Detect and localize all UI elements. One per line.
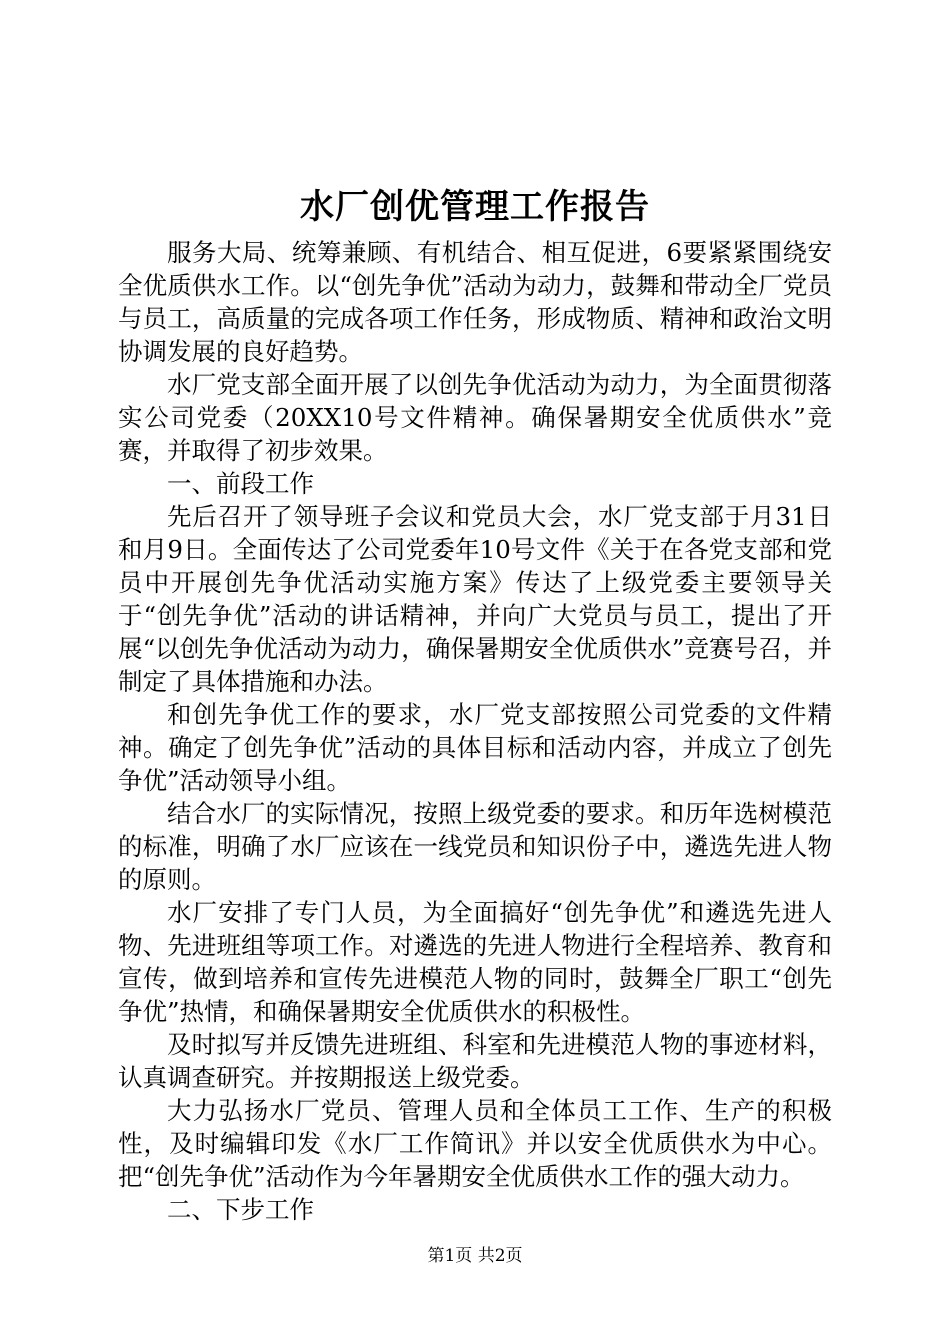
paragraph-1: 服务大局、统筹兼顾、有机结合、相互促进，6要紧紧围绕安全优质供水工作。以“创先争优”活动为动力，鼓舞和带动全厂党员与员工，高质量的完成各项工作任务，形成物质、精神和政治文明协调发展的良好趋势。 [118, 238, 832, 366]
document-body [118, 236, 832, 1226]
page-footer: 第1页 共2页 [427, 1246, 523, 1266]
section-heading-previous-work: 一、前段工作 [167, 469, 314, 498]
document-title: 水厂创优管理工作报告 [300, 187, 650, 227]
paragraph-4: 和创先争优工作的要求，水厂党支部按照公司党委的文件精神。确定了创先争优”活动的具体目标和活动内容，并成立了创先争优”活动领导小组。 [118, 700, 832, 795]
paragraph-6: 水厂安排了专门人员，为全面搞好“创先争优”和遴选先进人物、先进班组等项工作。对遴选的先进人物进行全程培养、教育和宣传，做到培养和宣传先进模范人物的同时，鼓舞全厂职工“创先争优”热情，和确保暑期安全优质供水的积极性。 [118, 898, 832, 1026]
section-heading-next-work: 二、下步工作 [167, 1195, 314, 1224]
paragraph-7: 及时拟写并反馈先进班组、科室和先进模范人物的事迹材料，认真调查研究。并按期报送上级党委。 [118, 1030, 832, 1092]
paragraph-5: 结合水厂的实际情况，按照上级党委的要求。和历年选树模范的标准，明确了水厂应该在一线党员和知识份子中，遴选先进人物的原则。 [118, 799, 832, 894]
paragraph-8: 大力弘扬水厂党员、管理人员和全体员工工作、生产的积极性，及时编辑印发《水厂工作简讯》并以安全优质供水为中心。把“创先争优”活动作为今年暑期安全优质供水工作的强大动力。 [118, 1096, 832, 1191]
paragraph-3: 先后召开了领导班子会议和党员大会，水厂党支部于月31日和月9日。全面传达了公司党委年10号文件《关于在各党支部和党员中开展创先争优活动实施方案》传达了上级党委主要领导关于“创先争优”活动的讲话精神，并向广大党员与员工，提出了开展“以创先争优活动为动力，确保暑期安全优质供水”竞赛号召，并制定了具体措施和办法。 [118, 502, 832, 696]
paragraph-2: 水厂党支部全面开展了以创先争优活动为动力，为全面贯彻落实公司党委（20XX10号文件精神。确保暑期安全优质供水”竞赛，并取得了初步效果。 [118, 370, 832, 465]
